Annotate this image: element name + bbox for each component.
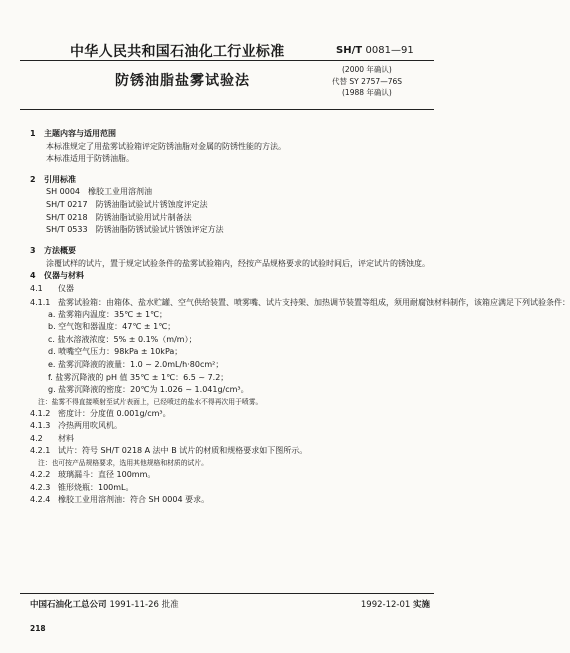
footer-rule	[20, 593, 434, 594]
section-1	[30, 128, 426, 166]
section-heading: 1 主题内容与适用范围	[30, 129, 116, 138]
publisher-org: 中国石油化工总公司	[30, 600, 107, 610]
header-bottom-rule	[20, 109, 434, 110]
note-replaces: 代替 SY 2757—76S	[332, 76, 403, 86]
method-summary: 涂覆试样的试片，置于规定试验条件的盐雾试验箱内，经按产品规格要求的试验时间后，评定试片的锈蚀度。	[46, 259, 430, 269]
reference-item: SH/T 0218 防锈油脂试验用试片制备法	[46, 212, 192, 222]
condition-item: f. 盐雾沉降液的 pH 值 35℃ ± 1℃：6.5 ~ 7.2；	[48, 372, 229, 382]
section-3	[30, 245, 430, 271]
conditions-note: 注：盐雾不得直接喷射至试片表面上，已经喷过的盐水不得再次用于喷雾。	[38, 397, 263, 406]
condition-item: d. 喷嘴空气压力：98kPa ± 10kPa；	[48, 347, 183, 357]
reference-item: SH/T 0533 防锈油脂防锈试验试片锈蚀评定方法	[46, 225, 224, 235]
approval-date: 1991-11-26 批准	[109, 600, 179, 610]
note-confirmed-1988: (1988 年确认)	[342, 88, 392, 97]
clause-4-1-2: 4.1.2 密度计：分度值 0.001g/cm³。	[30, 408, 171, 418]
publisher	[30, 598, 179, 610]
header-top-rule	[20, 60, 434, 61]
reference-item: SH/T 0217 防锈油脂试验试片锈蚀度评定法	[46, 199, 208, 209]
implementation-label: 实施	[412, 600, 430, 610]
implementation-date: 1992-12-01	[360, 600, 411, 610]
document-body	[30, 128, 570, 507]
clause-4-1-1: 4.1.1 盐雾试验箱：由箱体、盐水贮罐、空气供给装置、喷雾嘴、试片支持架、加热调节装置等组成，须用耐腐蚀材料制作，该箱应满足下列试验条件：	[30, 297, 570, 307]
clause-4-1-3: 4.1.3 冷热两用吹风机。	[30, 421, 122, 431]
section-heading: 3 方法概要	[30, 245, 76, 255]
paragraph-line: 本标准规定了用盐雾试验箱评定防锈油脂对金属的防锈性能的方法。	[46, 141, 286, 151]
standard-notes	[332, 64, 402, 99]
clause-4-2-3: 4.2.3 锥形烧瓶：100mL。	[30, 482, 134, 492]
subsection-heading: 4.1 仪器	[30, 283, 74, 293]
document-title: 防锈油脂盐雾试验法	[115, 73, 250, 89]
condition-item: g. 盐雾沉降液的密度：20℃为 1.026 ~ 1.041g/cm³。	[48, 385, 249, 395]
condition-item: b. 空气饱和器温度：47℃ ± 1℃；	[48, 322, 176, 332]
standard-title: 中华人民共和国石油化工行业标准	[70, 44, 285, 60]
implementation	[361, 598, 430, 610]
section-2	[30, 174, 426, 237]
subsection-heading: 4.2 材料	[30, 433, 74, 443]
condition-item: e. 盐雾沉降液的液量：1.0 ~ 2.0mL/h·80cm²；	[48, 359, 224, 369]
clause-4-2-2: 4.2.2 玻璃漏斗：直径 100mm。	[30, 470, 156, 480]
condition-item: a. 盐雾箱内温度：35℃ ± 1℃；	[48, 309, 168, 319]
note-confirmed-2000: (2000 年确认)	[342, 65, 392, 74]
page-number: 218	[30, 624, 46, 633]
section-4	[30, 270, 570, 507]
section-heading: 2 引用标准	[30, 174, 76, 184]
test-conditions-list	[30, 309, 426, 397]
specimen-note: 注：也可按产品规格要求，选用其他规格和材质的试片。	[38, 459, 208, 468]
condition-item: c. 盐水溶液浓度：5% ± 0.1%（m/m）；	[48, 334, 197, 344]
clause-4-2-4: 4.2.4 橡胶工业用溶剂油：符合 SH 0004 要求。	[30, 495, 210, 505]
standard-code-number: 0081—91	[365, 45, 414, 56]
section-heading: 4 仪器与材料	[30, 271, 84, 281]
standard-code-prefix: SH/T	[336, 45, 363, 56]
reference-item: SH 0004 橡胶工业用溶剂油	[46, 187, 152, 197]
clause-4-2-1: 4.2.1 试片：符号 SH/T 0218 A 法中 B 试片的材质和规格要求如下图所示。	[30, 446, 308, 456]
standard-code	[336, 45, 414, 56]
paragraph-line: 本标准适用于防锈油脂。	[46, 154, 134, 164]
